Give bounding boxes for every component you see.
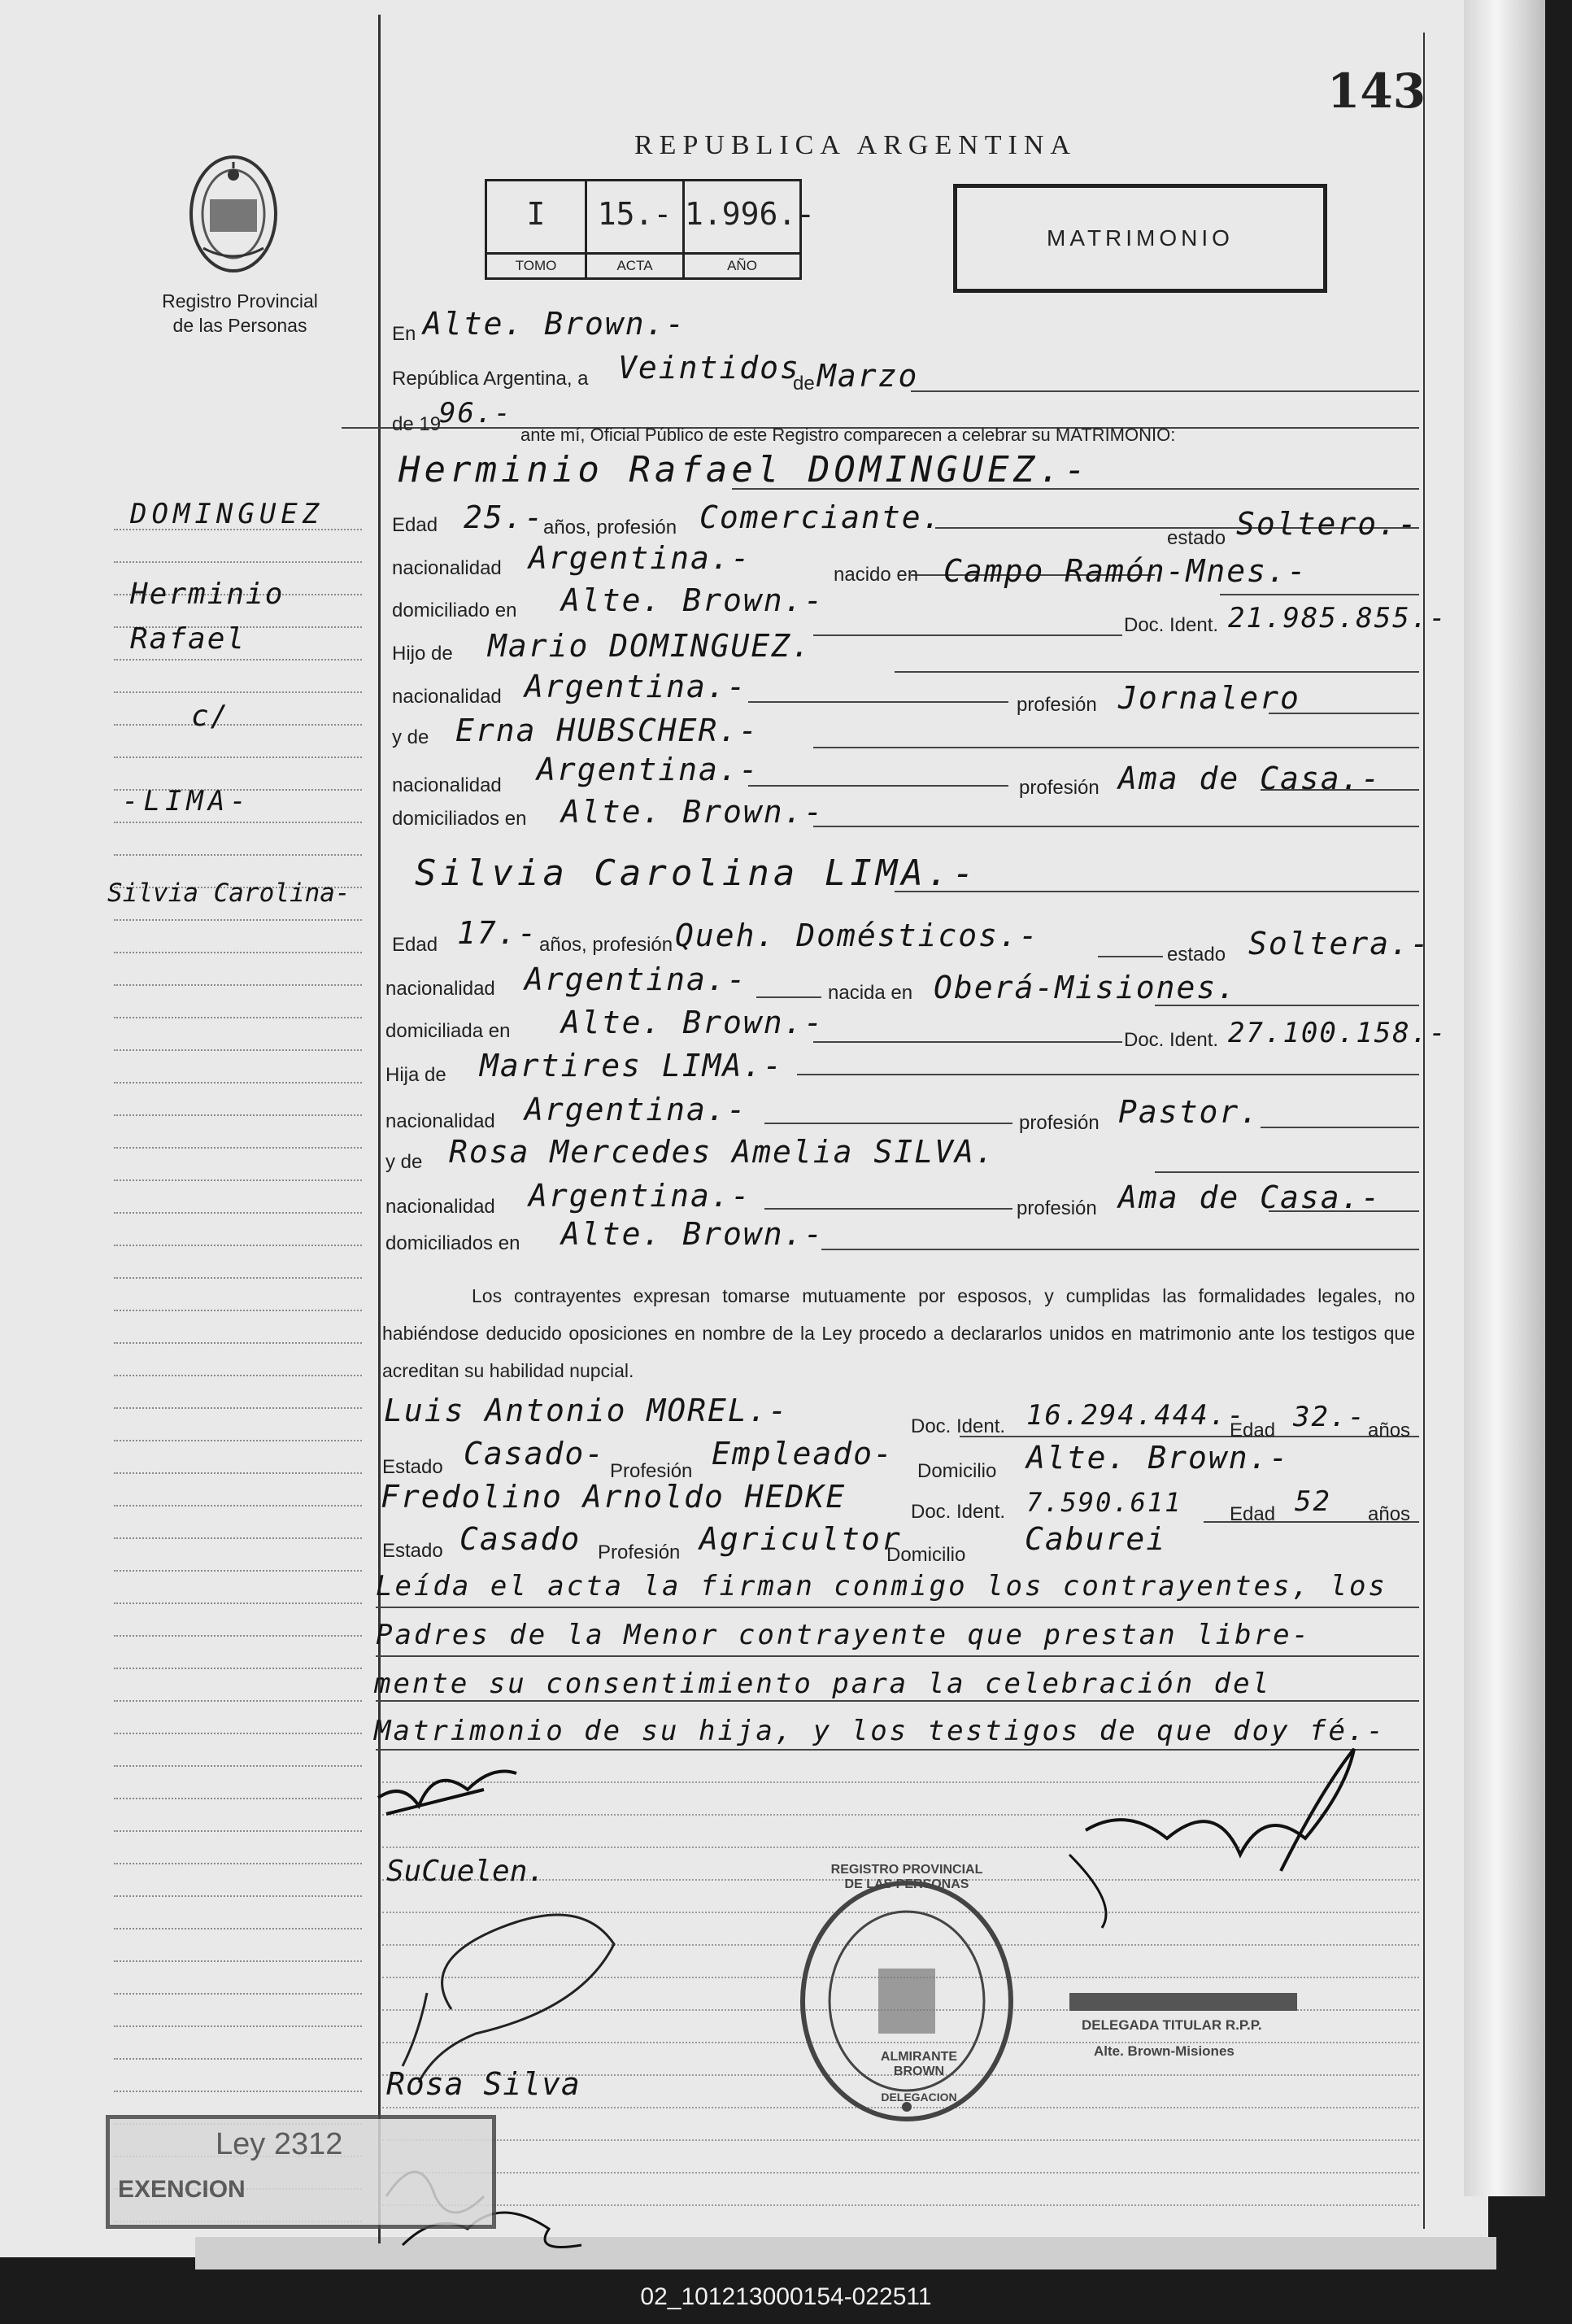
de-label: de xyxy=(793,373,815,395)
form-rule-line xyxy=(813,747,1419,748)
form-rule-line xyxy=(911,390,1419,392)
official-stamp-line1: DELEGADA TITULAR R.P.P. xyxy=(1082,2017,1262,2033)
witness2-edad-label: Edad xyxy=(1230,1503,1276,1525)
bride-mother: Rosa Mercedes Amelia SILVA. xyxy=(449,1134,995,1170)
form-rule-line xyxy=(813,1041,1122,1043)
anio-value: 1.996.- xyxy=(685,196,816,232)
signature-stroke xyxy=(403,1993,427,2066)
bride-domicile: Alte. Brown.- xyxy=(561,1005,825,1040)
country-title: REPUBLICA ARGENTINA xyxy=(634,130,1077,160)
bride-estado-label: estado xyxy=(1167,944,1226,966)
record-type-box: MATRIMONIO xyxy=(953,184,1327,293)
groom-profession: Comerciante. xyxy=(699,499,943,535)
ley-stamp xyxy=(106,2115,496,2229)
groom-father-profession: Jornalero xyxy=(1118,680,1300,716)
margin-dotted-line xyxy=(114,691,362,693)
margin-dotted-line xyxy=(114,2025,362,2027)
margin-dotted-line xyxy=(114,1277,362,1279)
margin-dotted-line xyxy=(114,561,362,563)
tomo-value: I xyxy=(526,196,546,232)
bride-nacida-label: nacida en xyxy=(828,982,913,1004)
bride-anos-label: años, profesión xyxy=(539,934,673,956)
round-stamp xyxy=(797,1879,1017,2123)
margin-dotted-line xyxy=(114,1668,362,1669)
margin-dotted-line xyxy=(114,1830,362,1832)
margin-dotted-line xyxy=(114,1505,362,1506)
declaration-text: Los contrayentes expresan tomarse mutuamente por esposos, y cumplidas las formalidades legales, no habiéndose deducido oposiciones en nombre de la Ley procedo a declararlos unidos en matrimonio ante los testigos que acreditan su habilidad nupcial. xyxy=(382,1285,1415,1381)
margin-dotted-line xyxy=(114,1017,362,1018)
bride-doc-label: Doc. Ident. xyxy=(1124,1029,1219,1051)
witness2-estado-label: Estado xyxy=(382,1540,443,1562)
groom-civil-state: Soltero.- xyxy=(1236,506,1418,542)
form-rule-line xyxy=(1155,1171,1419,1173)
margin-note-firstname: Herminio xyxy=(130,578,285,611)
form-rule-line xyxy=(376,1607,1419,1608)
signature-mc: SuCuelen. xyxy=(386,1855,546,1888)
bride-name: Silvia Carolina LIMA.- xyxy=(415,852,978,894)
groom-dom-label: domiciliado en xyxy=(392,600,517,621)
form-rule-line xyxy=(797,1074,1419,1075)
bride-birthplace: Oberá-Misiones. xyxy=(934,970,1238,1005)
groom-mother-prof-label: profesión xyxy=(1019,777,1100,799)
form-rule-line xyxy=(376,1655,1419,1657)
margin-dotted-line xyxy=(114,1733,362,1734)
year-value: 96.- xyxy=(439,397,512,429)
margin-dotted-line xyxy=(114,1635,362,1637)
margin-dotted-line xyxy=(114,1179,362,1181)
witness1-civil-state: Casado- xyxy=(464,1436,606,1472)
groom-mother: Erna HUBSCHER.- xyxy=(455,713,760,748)
margin-note-con: c/ xyxy=(191,700,230,733)
en-label: En xyxy=(392,323,416,345)
witness1-name: Luis Antonio MOREL.- xyxy=(384,1393,789,1428)
bride-civil-state: Soltera.- xyxy=(1248,926,1430,961)
groom-parents-domicile: Alte. Brown.- xyxy=(561,794,825,830)
anio-label: AÑO xyxy=(685,252,799,277)
groom-mother-profession: Ama de Casa.- xyxy=(1118,761,1382,796)
margin-dotted-line xyxy=(114,1147,362,1149)
groom-doc-label: Doc. Ident. xyxy=(1124,614,1219,636)
form-rule-line xyxy=(764,1208,1012,1210)
bride-mother-nac-label: nacionalidad xyxy=(385,1196,495,1218)
ley-stamp-line2: EXENCION xyxy=(118,2176,246,2203)
witness1-prof-label: Profesión xyxy=(610,1460,693,1482)
signature-loop xyxy=(419,1915,614,2082)
witness1-doc: 16.294.444.- xyxy=(1026,1399,1246,1432)
margin-dotted-line xyxy=(114,1798,362,1799)
witness2-profession: Agricultor xyxy=(699,1521,902,1557)
margin-dotted-line xyxy=(114,984,362,986)
closing-line-2: Padres de la Menor contrayente que prestan libre- xyxy=(376,1619,1312,1651)
margin-dotted-line xyxy=(114,1472,362,1474)
form-rule-line xyxy=(813,826,1419,827)
day-value: Veintidos xyxy=(618,350,800,386)
groom-doc: 21.985.855.- xyxy=(1228,602,1448,634)
margin-dotted-line xyxy=(114,1602,362,1604)
margin-dotted-line xyxy=(114,1114,362,1116)
witness2-dom-label: Domicilio xyxy=(886,1544,966,1566)
closing-line-3: mente su consentimiento para la celebración del xyxy=(374,1668,1272,1700)
form-rule-line xyxy=(748,701,1008,703)
witness2-age: 52 xyxy=(1295,1485,1331,1518)
form-rule-line xyxy=(813,634,1122,636)
bride-age: 17.- xyxy=(457,915,538,951)
margin-dotted-line xyxy=(114,1700,362,1702)
registry-name xyxy=(138,289,342,338)
groom-father-nac-label: nacionalidad xyxy=(392,686,502,708)
groom-nac-label: nacionalidad xyxy=(392,557,502,579)
margin-dotted-line xyxy=(114,919,362,921)
margin-dotted-line xyxy=(114,1863,362,1864)
witness2-civil-state: Casado xyxy=(459,1521,581,1557)
witness1-profession: Empleado- xyxy=(712,1436,894,1472)
witness2-prof-label: Profesión xyxy=(598,1541,681,1563)
anio-cell xyxy=(685,181,816,277)
tomo-label: TOMO xyxy=(487,252,585,277)
bride-father-profession: Pastor. xyxy=(1118,1094,1261,1130)
margin-dotted-line xyxy=(114,1928,362,1929)
groom-birthplace: Campo Ramón-Mnes.- xyxy=(943,553,1308,589)
margin-note-surname: DOMINGUEZ xyxy=(130,498,324,530)
margin-dotted-line xyxy=(114,1375,362,1376)
groom-nationality: Argentina.- xyxy=(529,540,751,576)
witness1-anos-label: años xyxy=(1368,1419,1411,1441)
bride-dom-label: domiciliada en xyxy=(385,1020,511,1042)
form-rule-line xyxy=(376,1700,1419,1702)
record-number-box xyxy=(485,179,816,280)
margin-note-bride-surname: -LIMA- xyxy=(122,785,251,818)
margin-note-bride-names: Silvia Carolina- xyxy=(107,879,351,908)
groom-estado-label: estado xyxy=(1167,527,1226,549)
groom-father: Mario DOMINGUEZ. xyxy=(488,628,812,664)
margin-dotted-line xyxy=(114,2058,362,2060)
groom-edad-label: Edad xyxy=(392,514,438,536)
bride-hija-label: Hija de xyxy=(385,1064,446,1086)
closing-line-1: Leída el acta la firman conmigo los contrayentes, los xyxy=(376,1570,1387,1602)
registry-line1: Registro Provincial xyxy=(162,290,318,312)
round-stamp-mid: ALMIRANTE BROWN xyxy=(880,2050,958,2078)
acta-value: 15.- xyxy=(597,196,673,232)
witness2-doc: 7.590.611 xyxy=(1026,1487,1182,1518)
bride-nationality: Argentina.- xyxy=(525,961,747,997)
form-rule-line xyxy=(756,996,821,998)
bride-parents-dom-label: domiciliados en xyxy=(385,1232,520,1254)
round-stamp-top: REGISTRO PROVINCIAL DE LAS PERSONAS xyxy=(830,1863,983,1891)
margin-dotted-line xyxy=(114,1049,362,1051)
month-value: Marzo xyxy=(817,358,919,394)
acta-cell xyxy=(587,181,685,277)
official-stamp-line2: Alte. Brown-Misiones xyxy=(1094,2043,1235,2059)
margin-dotted-line xyxy=(114,1570,362,1572)
page-edge xyxy=(1464,0,1545,2196)
form-rule-line xyxy=(748,785,1008,787)
witness1-edad-label: Edad xyxy=(1230,1419,1276,1441)
margin-dotted-line xyxy=(114,952,362,953)
margin-dotted-line xyxy=(114,2091,362,2092)
ante-text: ante mí, Oficial Público de este Registro comparecen a celebrar su MATRIMONIO: xyxy=(520,425,1176,445)
footer-code: 02_101213000154-022511 xyxy=(640,2283,932,2310)
bride-mother-prof-label: profesión xyxy=(1017,1197,1097,1219)
groom-father-nationality: Argentina.- xyxy=(525,669,747,704)
witness2-doc-label: Doc. Ident. xyxy=(911,1501,1006,1523)
margin-dotted-line xyxy=(114,1407,362,1409)
witness2-domicile: Caburei xyxy=(1025,1521,1167,1557)
witness1-dom-label: Domicilio xyxy=(917,1460,997,1482)
witness2-anos-label: años xyxy=(1368,1503,1411,1525)
bride-father: Martires LIMA.- xyxy=(480,1048,784,1084)
witness2-name: Fredolino Arnoldo HEDKE xyxy=(381,1479,847,1515)
round-stamp-bottom: DELEGACION xyxy=(881,2091,957,2104)
signature-rosa: Rosa Silva xyxy=(386,2066,581,2102)
margin-dotted-line xyxy=(114,1440,362,1441)
margin-dotted-line xyxy=(114,854,362,856)
groom-mother-nationality: Argentina.- xyxy=(537,752,760,787)
margin-dotted-line xyxy=(114,1993,362,1995)
margin-note-middlename: Rafael xyxy=(130,622,246,656)
witness1-domicile: Alte. Brown.- xyxy=(1026,1440,1290,1476)
margin-dotted-line xyxy=(114,724,362,726)
signature-scribble-1 xyxy=(378,1772,516,1815)
republica-label: República Argentina, a xyxy=(392,368,589,390)
official-stamp-bar xyxy=(1069,1993,1297,2011)
place-value: Alte. Brown.- xyxy=(423,306,686,342)
margin-dotted-line xyxy=(114,1310,362,1311)
de19-label: de 19 xyxy=(392,413,442,435)
groom-nacido-label: nacido en xyxy=(834,564,919,586)
signature-official-stroke xyxy=(1069,1855,1106,1928)
margin-dotted-line xyxy=(114,1342,362,1344)
bride-father-prof-label: profesión xyxy=(1019,1112,1100,1134)
margin-dotted-line xyxy=(114,756,362,758)
witness1-doc-label: Doc. Ident. xyxy=(911,1415,1006,1437)
signature-official xyxy=(1086,1749,1354,1871)
margin-dotted-line xyxy=(114,1245,362,1246)
registry-line2: de las Personas xyxy=(172,315,307,336)
margin-dotted-line xyxy=(114,1765,362,1767)
form-rule-line xyxy=(1098,956,1163,957)
form-rule-line xyxy=(895,671,1419,673)
bride-edad-label: Edad xyxy=(392,934,438,956)
groom-mother-nac-label: nacionalidad xyxy=(392,774,502,796)
groom-parents-dom-label: domiciliados en xyxy=(392,808,527,830)
provincial-seal-icon xyxy=(187,150,281,277)
bride-profession: Queh. Domésticos.- xyxy=(675,918,1039,953)
closing-line-4: Matrimonio de su hija, y los testigos de que doy fé.- xyxy=(374,1715,1386,1747)
groom-hijo-label: Hijo de xyxy=(392,643,453,665)
page-number: 143 xyxy=(1327,63,1426,119)
bride-mother-profession: Ama de Casa.- xyxy=(1118,1179,1382,1215)
margin-dotted-line xyxy=(114,1212,362,1214)
groom-anos-label: años, profesión xyxy=(543,517,677,538)
form-rule-line xyxy=(821,1249,1419,1250)
margin-dotted-line xyxy=(114,1537,362,1539)
form-rule-line xyxy=(1261,1127,1419,1128)
margin-dotted-line xyxy=(114,1082,362,1084)
ley-stamp-line1: Ley 2312 xyxy=(216,2127,343,2161)
form-rule-line xyxy=(764,1123,1012,1124)
groom-yde-label: y de xyxy=(392,726,429,748)
groom-domicile: Alte. Brown.- xyxy=(561,582,825,618)
margin-dotted-line xyxy=(114,1960,362,1962)
margin-dotted-line xyxy=(114,1895,362,1897)
bride-nac-label: nacionalidad xyxy=(385,978,495,1000)
groom-age: 25.- xyxy=(464,499,545,535)
form-rule-line xyxy=(1220,594,1419,595)
bride-mother-nationality: Argentina.- xyxy=(529,1178,751,1214)
groom-name: Herminio Rafael DOMINGUEZ.- xyxy=(398,449,1091,491)
acta-label: ACTA xyxy=(587,252,682,277)
groom-father-prof-label: profesión xyxy=(1017,694,1097,716)
bride-doc: 27.100.158.- xyxy=(1228,1017,1448,1049)
bride-parents-domicile: Alte. Brown.- xyxy=(561,1216,825,1252)
witness1-estado-label: Estado xyxy=(382,1456,443,1478)
bride-yde-label: y de xyxy=(385,1151,423,1173)
margin-dotted-line xyxy=(114,822,362,823)
margin-dotted-line xyxy=(114,659,362,661)
tomo-cell xyxy=(487,181,587,277)
bride-father-nac-label: nacionalidad xyxy=(385,1110,495,1132)
bride-father-nationality: Argentina.- xyxy=(525,1092,747,1127)
form-rule-line xyxy=(960,1436,1419,1437)
witness1-age: 32.- xyxy=(1293,1401,1366,1433)
